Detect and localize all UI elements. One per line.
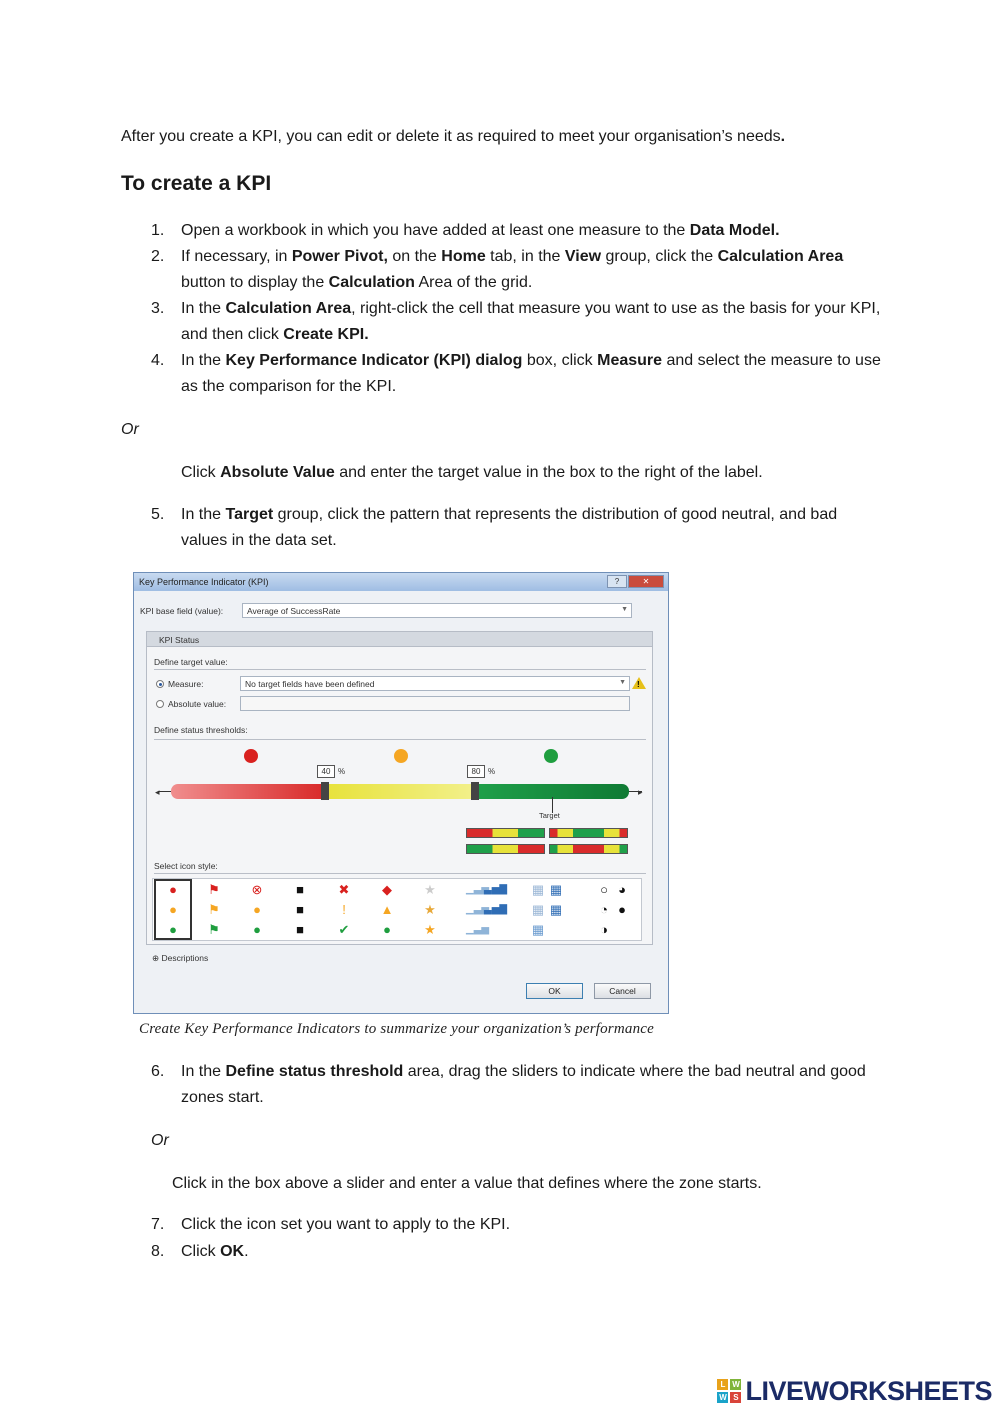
red-status-icon bbox=[244, 749, 258, 763]
define-target-label: Define target value: bbox=[154, 657, 228, 667]
step-number: 8. bbox=[151, 1243, 165, 1260]
kpi-status-title: KPI Status bbox=[159, 635, 200, 645]
base-field-select[interactable] bbox=[242, 603, 632, 618]
green-check-circle-icon: ● bbox=[253, 922, 261, 937]
quarter-pie-icon: ◔ bbox=[600, 902, 608, 917]
amber-status-icon bbox=[394, 749, 408, 763]
box-quarters-icon: ▦ bbox=[531, 922, 545, 937]
chevron-down-icon: ▼ bbox=[619, 679, 626, 686]
absolute-value-note: Click Absolute Value and enter the target value in the box to the right of the label. bbox=[181, 464, 763, 481]
amber-triangle-icon: ▲ bbox=[380, 902, 394, 917]
logo-icon: L W W S bbox=[719, 1380, 740, 1402]
step-number: 4. bbox=[151, 352, 165, 369]
traffic-light-green-icon: ■ bbox=[296, 922, 304, 937]
amber-circle-icon: ● bbox=[169, 902, 177, 917]
traffic-light-red-icon: ■ bbox=[296, 882, 304, 897]
descriptions-label: Descriptions bbox=[161, 953, 209, 963]
box-quarters-icon: ▦ bbox=[531, 882, 545, 897]
half-star-icon: ★ bbox=[424, 902, 436, 917]
measure-select[interactable] bbox=[240, 676, 630, 691]
liveworksheets-logo bbox=[717, 1377, 992, 1405]
step-7: 7. Click the icon set you want to apply to the KPI. bbox=[151, 1212, 881, 1238]
kpi-dialog: Key Performance Indicator (KPI) ? ✕ KPI base field (value): Average of SuccessRate ▼ KPI Status Define target value: Measure: No target fields have been defined ▼ ! Absolute value: Define status thresholds: 40 % 80 % ◂ ▸ Target Select icon style: ● ● ● ⚑ ⚑ ⚑ ⊗ ● ● ■ ■ ■ ✖ ! ✔ ◆ ▲ ● ★ ★ ★ ▁▃▅ ▃▅▇ ▁▃▅ ▃▅▇ ▁▃▅ ▦ ▦ ▦ ▦ ▦ ○ ◕ ◔ ● ◑ ⊕ Descriptions OK Cancel bbox=[133, 572, 669, 1014]
threshold-slider-bar bbox=[171, 784, 629, 799]
target-label: Target bbox=[539, 811, 560, 820]
red-x-circle-icon: ⊗ bbox=[251, 882, 263, 897]
red-diamond-icon: ◆ bbox=[382, 882, 392, 897]
kpi-status-header bbox=[146, 631, 653, 647]
or-label-2: Or bbox=[151, 1132, 169, 1149]
box-quarters-icon: ▦ bbox=[531, 902, 545, 917]
step-number: 5. bbox=[151, 506, 165, 523]
red-circle-icon: ● bbox=[169, 882, 177, 897]
amber-flag-icon: ⚑ bbox=[208, 902, 220, 917]
step-3: 3. In the Calculation Area, right-click the cell that measure you want to use as the basis for your KPI, and then click Create KPI. bbox=[151, 296, 881, 348]
cancel-button[interactable]: Cancel bbox=[594, 983, 651, 999]
step-number: 2. bbox=[151, 248, 165, 265]
section-heading: To create a KPI bbox=[121, 172, 272, 195]
absolute-value-radio[interactable] bbox=[156, 700, 164, 708]
empty-pie-icon: ○ bbox=[600, 882, 608, 897]
measure-value: No target fields have been defined bbox=[245, 679, 375, 689]
step-number: 7. bbox=[151, 1216, 165, 1233]
logo-text: LIVEWORKSHEETS bbox=[745, 1375, 992, 1406]
red-x-icon: ✖ bbox=[338, 882, 350, 897]
empty-star-icon: ★ bbox=[424, 882, 436, 897]
step-4: 4. In the Key Performance Indicator (KPI) dialog box, click Measure and select the measure to use as the comparison for the KPI. bbox=[151, 348, 881, 400]
signal-bars-icon: ▁▃▅ bbox=[466, 924, 490, 935]
target-pattern-4[interactable] bbox=[549, 844, 628, 854]
ok-button[interactable]: OK bbox=[526, 983, 583, 999]
pct-label: % bbox=[488, 767, 496, 776]
signal-bars-icon: ▁▃▅ bbox=[466, 884, 490, 895]
measure-label: Measure: bbox=[168, 679, 204, 689]
green-check-icon: ✔ bbox=[338, 922, 350, 937]
close-button[interactable]: ✕ bbox=[628, 575, 664, 588]
base-field-value: Average of SuccessRate bbox=[247, 606, 341, 616]
dialog-titlebar bbox=[134, 573, 668, 591]
absolute-value-input[interactable] bbox=[240, 696, 630, 711]
or-label: Or bbox=[121, 421, 139, 438]
high-threshold-handle[interactable] bbox=[471, 782, 479, 800]
measure-radio[interactable] bbox=[156, 680, 164, 688]
step-8: 8. Click OK. bbox=[151, 1239, 881, 1265]
step-number: 3. bbox=[151, 300, 165, 317]
full-pie-icon: ● bbox=[618, 902, 626, 917]
intro-end: . bbox=[780, 128, 786, 145]
step-2: 2. If necessary, in Power Pivot, on the Home tab, in the View group, click the Calculation Area button to display the Calculation Area of the grid. bbox=[151, 244, 881, 296]
green-status-icon bbox=[544, 749, 558, 763]
half-pie-icon: ◑ bbox=[600, 922, 608, 937]
three-quarter-pie-icon: ◕ bbox=[618, 882, 626, 897]
low-threshold-input[interactable]: 40 bbox=[317, 765, 335, 778]
green-circle-icon: ● bbox=[169, 922, 177, 937]
step-6: 6. In the Define status threshold area, drag the sliders to indicate where the bad neutral and good zones start. bbox=[151, 1059, 881, 1111]
slider-note: Click in the box above a slider and enter a value that defines where the zone starts. bbox=[172, 1175, 762, 1192]
slider-left-end: ◂ bbox=[155, 787, 160, 797]
full-star-icon: ★ bbox=[424, 922, 436, 937]
base-field-label: KPI base field (value): bbox=[140, 606, 224, 616]
figure-caption: Create Key Performance Indicators to summarize your organization’s performance bbox=[139, 1021, 654, 1037]
icon-style-grid[interactable] bbox=[152, 878, 642, 941]
slider-right-end: ▸ bbox=[638, 787, 643, 797]
green-circle-shape-icon: ● bbox=[383, 922, 391, 937]
box-full-icon: ▦ bbox=[549, 882, 563, 897]
intro-paragraph bbox=[121, 124, 881, 150]
traffic-light-amber-icon: ■ bbox=[296, 902, 304, 917]
chevron-down-icon: ▼ bbox=[621, 606, 628, 613]
step-1: 1. Open a workbook in which you have added at least one measure to the Data Model. bbox=[151, 218, 881, 244]
descriptions-expander[interactable]: ⊕ Descriptions bbox=[152, 953, 209, 963]
absolute-value-label: Absolute value: bbox=[168, 699, 227, 709]
dialog-title: Key Performance Indicator (KPI) bbox=[139, 577, 269, 587]
step-number: 6. bbox=[151, 1063, 165, 1080]
step-5: 5. In the Target group, click the pattern that represents the distribution of good neutral, and bad values in the data set. bbox=[151, 502, 881, 554]
green-flag-icon: ⚑ bbox=[208, 922, 220, 937]
signal-bars-icon: ▁▃▅ bbox=[466, 904, 490, 915]
step-number: 1. bbox=[151, 222, 165, 239]
amber-exclaim-icon: ! bbox=[342, 902, 346, 917]
high-threshold-input[interactable]: 80 bbox=[467, 765, 485, 778]
intro-text: After you create a KPI, you can edit or delete it as required to meet your organisation’s needs bbox=[121, 128, 781, 145]
signal-bars-full-icon: ▃▅▇ bbox=[484, 884, 508, 895]
amber-exclaim-circle-icon: ● bbox=[253, 902, 261, 917]
box-full-icon: ▦ bbox=[549, 902, 563, 917]
help-button[interactable]: ? bbox=[607, 575, 627, 588]
target-pattern-3[interactable] bbox=[466, 844, 545, 854]
signal-bars-full-icon: ▃▅▇ bbox=[484, 904, 508, 915]
target-pattern-2[interactable] bbox=[549, 828, 628, 838]
red-flag-icon: ⚑ bbox=[208, 882, 220, 897]
thresholds-label: Define status thresholds: bbox=[154, 725, 248, 735]
icon-style-label: Select icon style: bbox=[154, 861, 218, 871]
low-threshold-handle[interactable] bbox=[321, 782, 329, 800]
target-pattern-1[interactable] bbox=[466, 828, 545, 838]
pct-label: % bbox=[338, 767, 346, 776]
